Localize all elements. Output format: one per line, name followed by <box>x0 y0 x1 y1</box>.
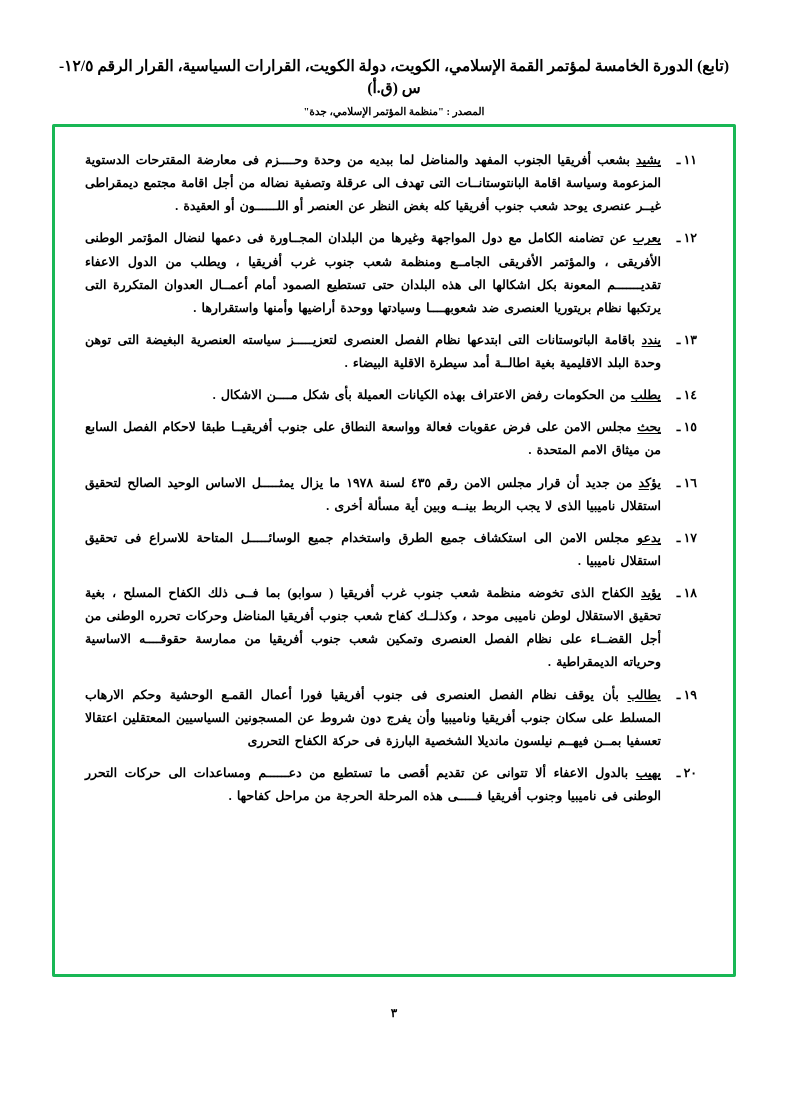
item-verb: يدعو <box>637 530 662 545</box>
item-body-text: مجلس الامن الى استكشاف جميع الطرق واستخدام جميع الوسائـــــل المتاحة للاسراع فى تحقيق استقلال ناميبيا . <box>85 530 661 568</box>
item-text <box>85 527 661 573</box>
list-item <box>85 684 697 753</box>
item-number: ١٧ ـ <box>676 530 697 545</box>
page-title: (تابع) الدورة الخامسة لمؤتمر القمة الإسلامي، الكويت، دولة الكويت، القرارات السياسية، القرار الرقم ١٢/٥-س (ق.أ) <box>58 58 730 97</box>
list-item <box>85 329 697 375</box>
item-text <box>85 149 661 218</box>
green-bordered-content-frame <box>52 124 736 977</box>
item-verb: يؤيد <box>641 586 661 600</box>
item-verb: يطالب <box>627 687 662 702</box>
page-number: ٣ <box>390 1006 398 1020</box>
list-item <box>85 472 697 518</box>
document-header <box>0 0 788 118</box>
item-body-text: بشعب أفريقيا الجنوب المفهد والمناضل لما ببديه من وحدة وحــــزم فى معارضة المقترحات الدستوية المزعومة وسياسة اقامة البانتوستانــات التى تهدف الى عرقلة وتصفية نضاله من أجل اقامة مجتمع ديمقراطى غيــر عنصرى يوحد شعب جنوب أفريقيا كله بغض النظر عن العنصر أو اللــــــون أو العقيدة . <box>85 153 661 214</box>
item-text <box>85 684 661 753</box>
item-number: ١٩ ـ <box>676 687 697 702</box>
list-item <box>85 384 697 407</box>
item-text <box>85 582 661 675</box>
item-number: ٢٠ ـ <box>676 765 697 780</box>
resolution-list <box>55 127 733 974</box>
item-text <box>85 416 661 462</box>
item-number: ١١ ـ <box>676 153 697 167</box>
item-body-text: الكفاح الذى تخوضه منظمة شعب جنوب غرب أفريقيا ( سوابو) بما فــى ذلك الكفاح المسلح ، بغية تحقيق الاستقلال لوطن ناميبى موحد ، وكذلــك كفاح شعب جنوب أفريقيا المناضل وحركات تحرره الوطنى من أجل القضــاء على نظام الفصل العنصرى وتمكين شعب جنوب أفريقيا من ممارسة حقوقــــه الاساسية وحرياته الديمقراطية . <box>85 586 661 670</box>
item-body-text: من جديد أن قرار مجلس الامن رقم ٤٣٥ لسنة ١٩٧٨ ما يزال يمثـــــل الاساس الوحيد الصالح لتحقيق استقلال ناميبيا الذى لا يجب الربط بينــه وبين أية مسألة أخرى . <box>85 475 661 513</box>
item-number: ١٢ ـ <box>676 231 697 246</box>
list-item <box>85 527 697 573</box>
item-text <box>85 329 661 375</box>
item-body-text: باقامة الباتوستانات التى ابتدعها نظام الفصل العنصرى لتعزيـــــز سياسته العنصرية البغيضة التى توهن وحدة البلد الاقليمية بغية اطالــة أمد سيطرة الاقلية البيضاء . <box>85 332 661 370</box>
list-item <box>85 582 697 675</box>
item-body-text: عن تضامنه الكامل مع دول المواجهة وغيرها من البلدان المجــاورة فى دعمها لنضال المؤتمر الوطنى الأفريقى ، والمؤتمر الأفريقى الجامــع ومنظمة شعب جنوب غرب أفريقيا ، ويطلب من الدول الاعفاء تقديـــــــم المعونة بكل اشكالها الى هذه البلدان حتى تستطيع الصمود أمام أعمــال العدوان المتكررة التى يرتكبها نظام بريتوريا العنصرى ضد شعوبهــــا وسيادتها ووحدة أراضيها وأمنها واستقرارها . <box>85 231 661 315</box>
item-verb: يندد <box>641 332 662 347</box>
list-item <box>85 416 697 462</box>
source-line: المصدر : "منظمة المؤتمر الإسلامي، جدة" <box>303 107 485 119</box>
item-number: ١٨ ـ <box>676 586 697 600</box>
item-body-text: من الحكومات رفض الاعتراف بهذه الكيانات العميلة بأى شكل مــــن الاشكال . <box>212 388 626 403</box>
item-verb: يؤكد <box>638 475 662 490</box>
item-text <box>85 762 661 808</box>
item-text <box>85 227 661 320</box>
item-number: ١٤ ـ <box>676 388 697 403</box>
item-text <box>85 384 661 407</box>
item-body-text: بأن يوقف نظام الفصل العنصرى فى جنوب أفريقيا فورا أعمال القمـع الوحشية وحكم الارهاب المسلط على سكان جنوب أفريقيا وناميبيا وأن يفرج دون شروط عن المسجونين السياسيين المعتقلين اعتقالا تعسفيا بمــن فيهــم نيلسون مانديلا الشخصية البارزة فى حركة الكفاح التحررى <box>85 687 661 748</box>
item-number: ١٥ ـ <box>676 420 697 435</box>
item-number: ١٣ ـ <box>676 332 697 347</box>
item-verb: يعرب <box>632 231 662 246</box>
item-verb: يحث <box>637 420 662 435</box>
list-item <box>85 227 697 320</box>
list-item <box>85 149 697 218</box>
item-verb: يشيد <box>636 153 661 167</box>
item-body-text: مجلس الامن على فرض عقوبات فعالة وواسعة النطاق على جنوب أفريقيــا طبقا لاحكام الفصل السابع من ميثاق الامم المتحدة . <box>85 420 661 458</box>
item-verb: يهيب <box>635 765 661 780</box>
item-body-text: بالدول الاعفاء ألا تتوانى عن تقديم أقصى ما تستطيع من دعــــــم ومساعدات الى حركات التحرر الوطنى فى ناميبيا وجنوب أفريقيا فـــــى هذه المرحلة الحرجة من مراحل كفاحها . <box>85 765 661 803</box>
item-verb: يطلب <box>630 388 661 403</box>
list-item <box>85 762 697 808</box>
item-text <box>85 472 661 518</box>
item-number: ١٦ ـ <box>676 475 697 490</box>
